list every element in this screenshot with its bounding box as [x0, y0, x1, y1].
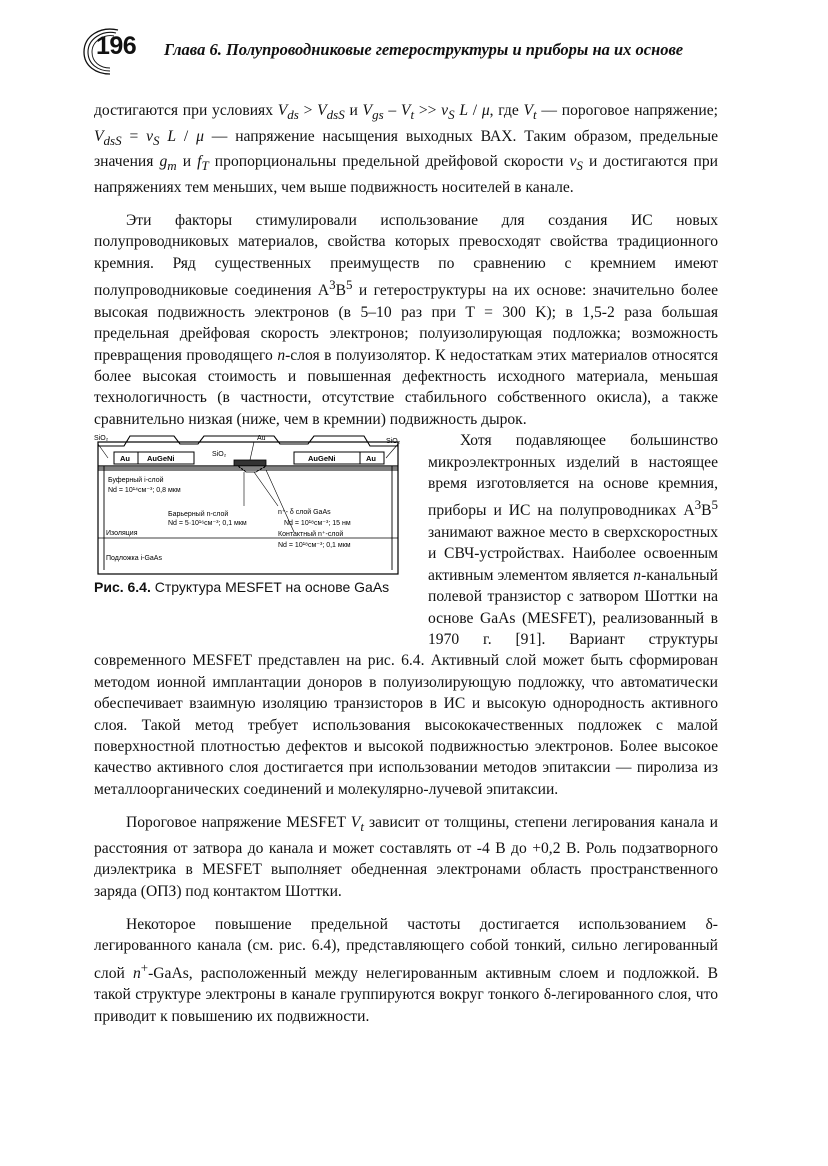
label-augeni-left: AuGeNi [147, 454, 175, 464]
label-contact-layer: Контактный n⁺-слой [278, 531, 344, 539]
label-barrier-layer: Барьерный n-слой [168, 511, 229, 519]
label-au-right: Au [366, 454, 376, 464]
label-delta-params: Nd = 10¹⁸см⁻³; 15 нм [284, 520, 351, 528]
label-barrier-params: Nd = 5·10¹⁶см⁻³; 0,1 мкм [168, 520, 247, 528]
page-number-badge [78, 22, 142, 78]
label-augeni-right: AuGeNi [308, 454, 336, 464]
label-delta-layer: n⁺- δ слой GaAs [278, 509, 331, 517]
running-title: Глава 6. Полупроводниковые гетероструктуры и приборы на их основе [164, 40, 684, 59]
paragraph-1: достигаются при условиях $V_{ds} > V_{dsS}$ и $V_{gs} - V_t >> v_S$ L / μ, где $V_t$ — пороговое напряжение; $V_{dsS} = v_S$ L / μ — напряжение насыщения выходных ВАХ. Таким образом, предельные значения $g_m$ и $f_T$ пропорциональны предельной дрейфовой скорости $v_S$ и достигаются при напряжениях тем меньших, чем выше подвижность носителей в канале. [94, 102, 719, 196]
mesfet-structure-diagram [94, 432, 410, 576]
figure-caption-text: Структура MESFET на основе GaAs [154, 579, 390, 596]
figure-caption-label: Рис. 6.4. [94, 579, 151, 596]
page-header [78, 22, 728, 78]
label-sio2-right: SiO₂ [386, 438, 401, 446]
label-contact-params: Nd = 10¹⁸см⁻³; 0,1 мкм [278, 542, 351, 550]
label-substrate: Подложка i-GaAs [106, 555, 162, 563]
body-text [94, 100, 718, 1027]
paragraph-2: Эти факторы стимулировали использование для создания ИС новых полупроводниковых материалов, свойства которых превосходят свойства традиционного кремния. Ряд существенных преимуществ по сравнению с кремнием имеют полупроводниковые соединения $A^3B^5$ и гетероструктуры на их основе: значительно более высокая подвижность электронов (в 5–10 раз при T = 300 K); в 1,5-2 раза большая предельная дрейфовая скорость электронов; полуизолирующая подложка; возможность превращения проводящего n-слоя в полуизолятор. К недостаткам этих материалов относятся более высокая стоимость и повышенная дефектность исходного материала, меньшая технологичность (в частности, отсутствие стабильного собственного окисла), а также сравнительно низкая (ниже, чем в кремнии) подвижность дырок. [94, 211, 718, 428]
label-insulator: Изоляция [106, 530, 138, 538]
paragraph-3: Хотя подавляющее большинство микроэлектронных изделий в настоящее время изготовляется на основе кремния, приборы и ИС на полупроводниках $A^3B^5$ занимают важное место в сверхскоростных и СВЧ-устройствах. Наиболее освоенным активным элементом является n-канальный полевой транзистор с затвором Шоттки на основе GaAs (MESFET), реализованный в 1970 г. [91]. Вариант структуры современного MESFET представлен на рис. 6.4. Активный слой может быть сформирован методом ионной имплантации доноров в полуизолирующую подложку, что автоматически обеспечивает взаимную изоляцию транзисторов в ИС и высокую однородность активного слоя. Такой метод требует использования высококачественных подложек с малой поверхностной плотностью дефектов и высокой подвижностью электронов. Более высокое качество активного слоя достигается при использовании методов эпитаксии — пиролиза из металлоорганических соединений и молекулярно-лучевой эпитаксии. [94, 432, 718, 798]
label-au-top: Au [257, 435, 266, 443]
figure-6-4 [94, 432, 410, 632]
label-au-left: Au [120, 454, 130, 464]
paragraph-4: Пороговое напряжение MESFET $V_t$ зависит от толщины, степени легирования канала и расстояния от затвора до канала и может составлять от -4 В до +0,2 В. Роль подзатворного диэлектрика в MESFET выполняет обедненная электронами область пространственного заряда (ОПЗ) под контактом Шоттки. [94, 814, 718, 900]
page-number: 196 [96, 32, 137, 60]
figure-caption [94, 578, 389, 596]
label-sio2-left: SiO₂ [94, 435, 109, 443]
paragraph-5: Некоторое повышение предельной частоты достигается использованием δ-легированного канала (см. рис. 6.4), представляющего собой тонкий, сильно легированный слой n+-GaAs, расположенный между нелегированным активным слоем и подложкой. В такой структуре электроны в канале группируются вокруг тонкого δ-легированного слоя, что приводит к повышению их подвижности. [94, 916, 718, 1025]
label-buffer-params: Nd = 10¹⁴см⁻³; 0,8 мкм [108, 487, 181, 495]
label-buffer-layer: Буферный i-слой [108, 477, 164, 485]
label-sio2-mid: SiO₂ [212, 451, 227, 459]
